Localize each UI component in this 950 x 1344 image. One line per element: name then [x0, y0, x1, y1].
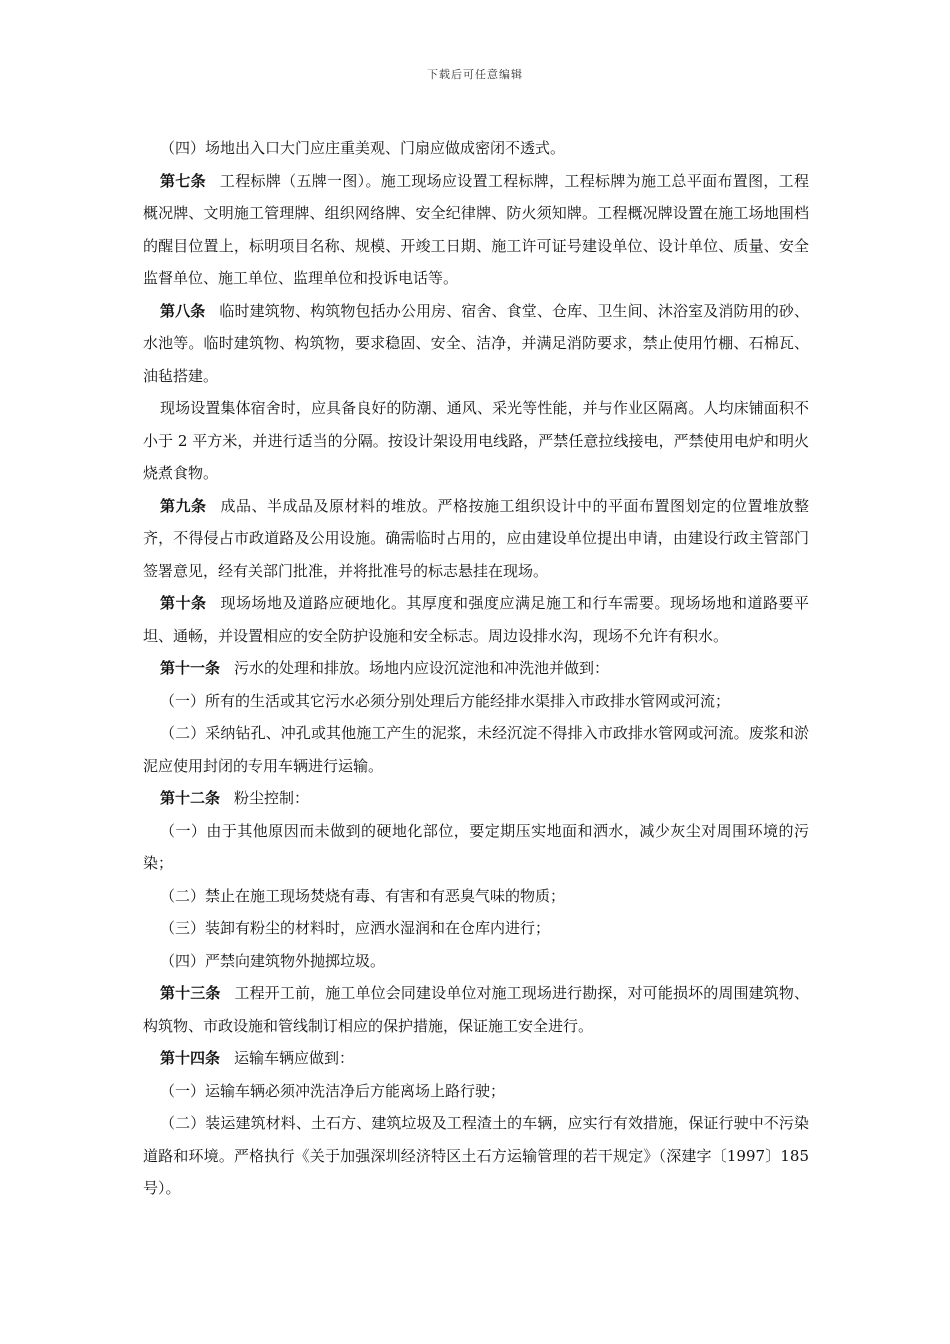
article-heading: 第八条: [160, 301, 206, 320]
list-item: [143, 1075, 809, 1108]
paragraph-text: （二）采纳钻孔、冲孔或其他施工产生的泥浆，未经沉淀不得排入市政排水管网或河流。废浆和淤泥应使用封闭的专用车辆进行运输。: [143, 724, 809, 775]
list-item: [143, 945, 809, 978]
list-item: [143, 717, 809, 782]
paragraph-text: 现场设置集体宿舍时，应具备良好的防潮、通风、采光等性能，并与作业区隔离。人均床铺面积不小于 2 平方米，并进行适当的分隔。按设计架设用电线路，严禁任意拉线接电，严禁使用电炉和明火烧煮食物。: [143, 399, 809, 482]
paragraph-text: （四）场地出入口大门应庄重美观、门扇应做成密闭不透式。: [160, 139, 566, 157]
article-heading: 第九条: [160, 496, 207, 515]
article-paragraph: [143, 1042, 809, 1075]
paragraph-text: 成品、半成品及原材料的堆放。严格按施工组织设计中的平面布置图划定的位置堆放整齐，不得侵占市政道路及公用设施。确需临时占用的，应由建设单位提出申请，由建设行政主管部门签署意见，经有关部门批准，并将批准号的标志悬挂在现场。: [143, 496, 809, 580]
article-paragraph: [143, 587, 809, 652]
paragraph-text: 工程标牌（五牌一图）。施工现场应设置工程标牌，工程标牌为施工总平面布置图，工程概况牌、文明施工管理牌、组织网络牌、安全纪律牌、防火须知牌。工程概况牌设置在施工场地围档的醒目位置上，标明项目名称、规模、开竣工日期、施工许可证号建设单位、设计单位、质量、安全监督单位、施工单位、监理单位和投诉电话等。: [143, 171, 809, 287]
paragraph-text: 临时建筑物、构筑物包括办公用房、宿舍、食堂、仓库、卫生间、沐浴室及消防用的砂、水池等。临时建筑物、构筑物，要求稳固、安全、洁净，并满足消防要求，禁止使用竹棚、石棉瓦、油毡搭建。: [143, 301, 809, 385]
paragraph-text: （一）由于其他原因而未做到的硬地化部位，要定期压实地面和洒水，减少灰尘对周围环境的污染；: [143, 821, 809, 872]
paragraph-text: 粉尘控制：: [234, 789, 310, 807]
list-item: [143, 815, 809, 880]
paragraph: [143, 392, 809, 490]
article-heading: 第十一条: [160, 659, 221, 677]
article-heading: 第十条: [160, 594, 207, 612]
list-item: [143, 912, 809, 945]
paragraph-text: （一）所有的生活或其它污水必须分别处理后方能经排水渠排入市政排水管网或河流；: [160, 691, 731, 710]
article-paragraph: [143, 782, 809, 815]
article-paragraph: [143, 165, 809, 295]
article-paragraph: [143, 295, 809, 393]
paragraph-text: （一）运输车辆必须冲洗洁净后方能离场上路行驶；: [160, 1081, 506, 1100]
document-body: [143, 132, 809, 1205]
article-paragraph: [143, 652, 809, 685]
article-paragraph: [143, 490, 809, 588]
paragraph-text: （四）严禁向建筑物外抛掷垃圾。: [160, 951, 386, 970]
paragraph-text: （三）装卸有粉尘的材料时，应洒水湿润和在仓库内进行；: [160, 919, 551, 937]
article-heading: 第十三条: [160, 984, 221, 1002]
paragraph-text: （二）禁止在施工现场焚烧有毒、有害和有恶臭气味的物质；: [160, 886, 566, 905]
paragraph-text: 污水的处理和排放。场地内应设沉淀池和冲洗池并做到：: [234, 659, 610, 677]
article-heading: 第十四条: [160, 1049, 221, 1067]
paragraph: [143, 132, 809, 165]
paragraph-text: 现场场地及道路应硬地化。其厚度和强度应满足施工和行车需要。现场场地和道路要平坦、通畅，并设置相应的安全防护设施和安全标志。周边设排水沟，现场不允许有积水。: [143, 594, 809, 645]
paragraph-text: 运输车辆应做到：: [234, 1049, 355, 1067]
article-heading: 第十二条: [160, 789, 221, 807]
list-item: [143, 1107, 809, 1205]
paragraph-text: （二）装运建筑材料、土石方、建筑垃圾及工程渣土的车辆，应实行有效措施，保证行驶中不污染道路和环境。严格执行《关于加强深圳经济特区土石方运输管理的若干规定》（深建字〔1997〕185 号）。: [143, 1114, 809, 1197]
list-item: [143, 685, 809, 718]
paragraph-text: 工程开工前，施工单位会同建设单位对施工现场进行勘探，对可能损坏的周围建筑物、构筑物、市政设施和管线制订相应的保护措施，保证施工安全进行。: [143, 984, 809, 1035]
list-item: [143, 880, 809, 913]
article-heading: 第七条: [160, 171, 206, 190]
page-header: 下载后可任意编辑: [427, 68, 523, 81]
article-paragraph: [143, 977, 809, 1042]
